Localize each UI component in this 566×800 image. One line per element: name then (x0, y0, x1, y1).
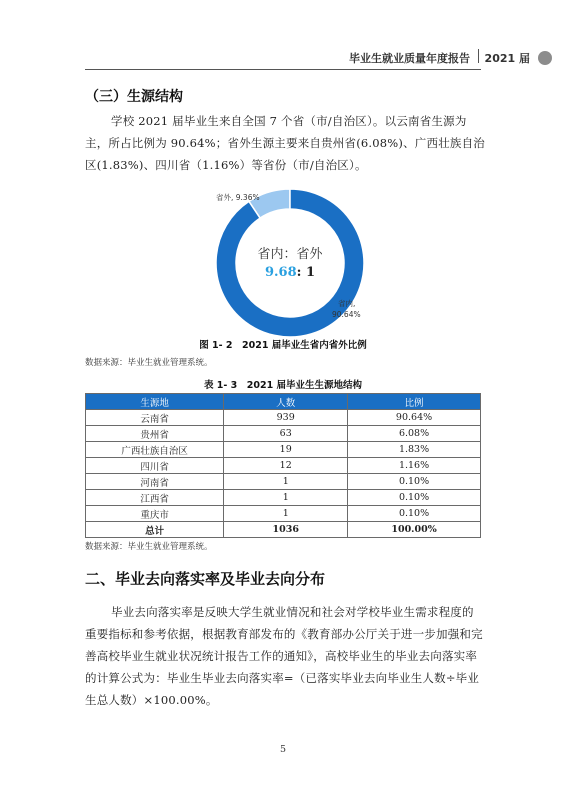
center-ratio (265, 265, 315, 280)
table-row (86, 490, 481, 506)
table-cell: 云南省 (86, 410, 224, 426)
table-cell: 总计 (86, 522, 224, 538)
center-label: 省内：省外 (257, 247, 323, 262)
table-caption: 表 1- 3 2021 届毕业生生源地结构 (203, 380, 363, 391)
table-cell: 1 (224, 506, 348, 522)
table-cell: 100.00% (348, 522, 481, 538)
table-cell: 12 (224, 458, 348, 474)
center-ratio-value: 9.68 (264, 265, 297, 280)
center-ratio-suffix: : 1 (296, 265, 316, 280)
table-cell: 19 (224, 442, 348, 458)
table-cell: 1 (224, 474, 348, 490)
table-row (86, 474, 481, 490)
table-cell: 重庆市 (86, 506, 224, 522)
origin-donut-chart (200, 185, 380, 340)
table-cell: 0.10% (348, 490, 481, 506)
outside-slice-label: 省外, 9.36% (216, 193, 260, 202)
table-cell: 0.10% (348, 474, 481, 490)
table-cell: 广西壮族自治区 (86, 442, 224, 458)
table-cell: 四川省 (86, 458, 224, 474)
table-header-cell: 生源地 (86, 394, 224, 410)
header-rule (85, 69, 481, 70)
table-row (86, 506, 481, 522)
table-cell: 6.08% (348, 426, 481, 442)
header-separator (478, 49, 479, 63)
table-cell: 贵州省 (86, 426, 224, 442)
table-row (86, 410, 481, 426)
table-header-row (86, 394, 481, 410)
header-dot-icon (538, 51, 552, 65)
section-title: （三）生源结构 (85, 89, 183, 105)
table-cell: 1.83% (348, 442, 481, 458)
section-intro-paragraph: 学校 2021 届毕业生来自全国 7 个省（市/自治区）。以云南省生源为主，所占比例为 90.64%；省外生源主要来自贵州省(6.08%)、广西壮族自治区(1.83%)、四川省（1.16%）等省份（市/自治区）。 (85, 114, 486, 172)
table-row (86, 426, 481, 442)
table-header-cell: 人数 (224, 394, 348, 410)
table-cell: 1.16% (348, 458, 481, 474)
table-cell: 江西省 (86, 490, 224, 506)
table-header-cell: 比例 (348, 394, 481, 410)
running-header-year: 2021 届 (484, 52, 530, 65)
table-cell: 939 (224, 410, 348, 426)
table-source-note: 数据来源：毕业生就业管理系统。 (85, 542, 213, 552)
table-cell: 河南省 (86, 474, 224, 490)
running-header-title: 毕业生就业质量年度报告 (349, 52, 470, 65)
table-row (86, 442, 481, 458)
table-cell: 1036 (224, 522, 348, 538)
figure-source-note: 数据来源：毕业生就业管理系统。 (85, 358, 213, 368)
table-row (86, 458, 481, 474)
table-cell: 63 (224, 426, 348, 442)
inside-slice-label-name: 省内, (338, 299, 356, 308)
figure-caption: 图 1- 2 2021 届毕业生省内省外比例 (199, 340, 367, 351)
table-cell: 0.10% (348, 506, 481, 522)
chapter-body-paragraph: 毕业去向落实率是反映大学生就业情况和社会对学校毕业生需求程度的重要指标和参考依据，根据教育部发布的《教育部办公厅关于进一步加强和完善高校毕业生就业状况统计报告工作的通知》，高校毕业生的毕业去向落实率的计算公式为：毕业生毕业去向落实率=（已落实毕业去向毕业生人数÷毕业生总人数）×100.00%。 (85, 605, 483, 707)
table-cell: 90.64% (348, 410, 481, 426)
table-total-row (86, 522, 481, 538)
table-cell: 1 (224, 490, 348, 506)
chapter-title: 二、毕业去向落实率及毕业去向分布 (85, 570, 326, 588)
origin-table (85, 393, 481, 538)
inside-slice-label-pct: 90.64% (332, 310, 361, 319)
page-number: 5 (279, 744, 287, 755)
